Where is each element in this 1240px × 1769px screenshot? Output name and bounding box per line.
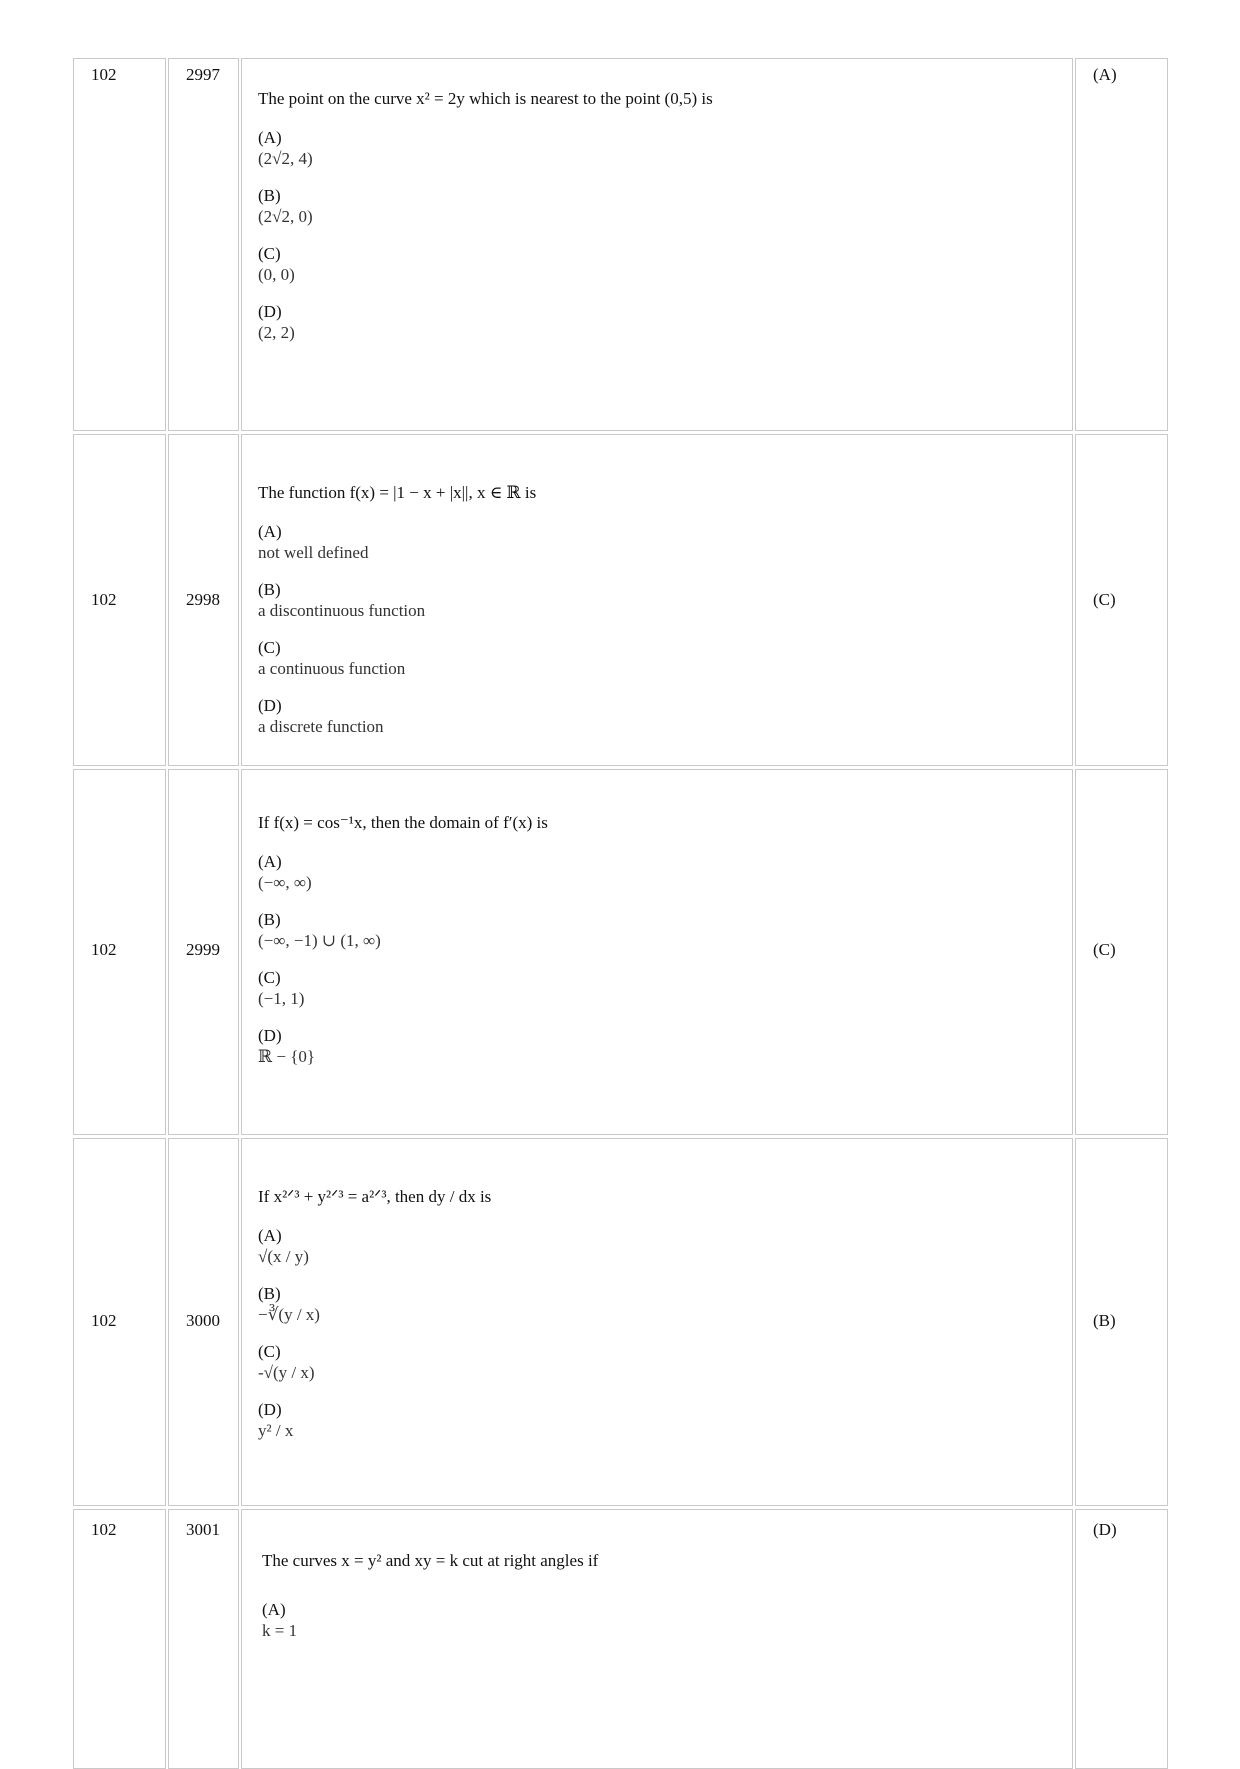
question-stem: If x²ᐟ³ + y²ᐟ³ = a²ᐟ³, then dy / dx is <box>258 1187 492 1206</box>
row-1-qid: 2997 <box>186 65 220 84</box>
row-2-question <box>258 482 536 754</box>
option-text: a discontinuous function <box>258 601 426 620</box>
option-label: (C) <box>258 968 281 987</box>
row-4-answer: (B) <box>1093 1311 1116 1330</box>
option-label: (D) <box>258 1400 282 1419</box>
option-text: y² / x <box>258 1421 294 1440</box>
option-text: −∛(y / x) <box>258 1305 320 1324</box>
option-text: not well defined <box>258 543 369 562</box>
row-4-qid: 3000 <box>186 1311 220 1330</box>
row-1-subject-cell <box>73 58 166 431</box>
option-label: (A) <box>258 852 282 871</box>
row-2-subject-cell <box>73 434 166 766</box>
row-5-qid: 3001 <box>186 1520 220 1539</box>
option-text: (−1, 1) <box>258 989 305 1008</box>
option-label: (B) <box>258 580 281 599</box>
row-1-answer-cell <box>1075 58 1168 431</box>
row-3-qid: 2999 <box>186 940 220 959</box>
question-stem: The point on the curve x² = 2y which is nearest to the point (0,5) is <box>258 89 713 108</box>
row-5-answer: (D) <box>1093 1520 1117 1539</box>
row-4-question <box>258 1186 491 1458</box>
option-text: a continuous function <box>258 659 406 678</box>
option-text: √(x / y) <box>258 1247 309 1266</box>
row-3-answer: (C) <box>1093 940 1116 959</box>
row-2-qid: 2998 <box>186 590 220 609</box>
row-2-answer: (C) <box>1093 590 1116 609</box>
row-4-subject: 102 <box>91 1311 117 1330</box>
question-stem: If f(x) = cos⁻¹x, then the domain of f′(x) is <box>258 813 548 832</box>
option-label: (C) <box>258 244 281 263</box>
row-1-question <box>258 88 713 360</box>
option-label: (D) <box>258 1026 282 1045</box>
row-3-answer-cell <box>1075 769 1168 1135</box>
option-label: (A) <box>258 128 282 147</box>
option-text: -√(y / x) <box>258 1363 315 1382</box>
row-3-subject-cell <box>73 769 166 1135</box>
option-label: (C) <box>258 1342 281 1361</box>
option-label: (D) <box>258 696 282 715</box>
question-stem: The curves x = y² and xy = k cut at right angles if <box>262 1551 599 1570</box>
option-label: (A) <box>262 1600 286 1619</box>
row-3-question <box>258 812 548 1084</box>
row-1-subject: 102 <box>91 65 117 84</box>
option-text: (2, 2) <box>258 323 295 342</box>
option-label: (B) <box>258 186 281 205</box>
row-4-answer-cell <box>1075 1138 1168 1506</box>
option-text: (2√2, 4) <box>258 149 313 168</box>
row-5-subject: 102 <box>91 1520 117 1539</box>
option-text: (0, 0) <box>258 265 295 284</box>
option-label: (A) <box>258 522 282 541</box>
row-5-qid-cell <box>168 1509 239 1769</box>
row-1-qid-cell <box>168 58 239 431</box>
option-text: a discrete function <box>258 717 384 736</box>
row-2-answer-cell <box>1075 434 1168 766</box>
option-label: (C) <box>258 638 281 657</box>
row-5-subject-cell <box>73 1509 166 1769</box>
row-5-question <box>262 1550 598 1658</box>
row-1-answer: (A) <box>1093 65 1117 84</box>
option-label: (A) <box>258 1226 282 1245</box>
row-3-subject: 102 <box>91 940 117 959</box>
row-2-subject: 102 <box>91 590 117 609</box>
row-4-subject-cell <box>73 1138 166 1506</box>
option-text: k = 1 <box>262 1621 298 1640</box>
option-text: ℝ − {0} <box>258 1047 316 1066</box>
question-stem: The function f(x) = |1 − x + |x||, x ∈ ℝ is <box>258 483 537 502</box>
option-label: (B) <box>258 910 281 929</box>
option-text: (−∞, ∞) <box>258 873 312 892</box>
row-5-answer-cell <box>1075 1509 1168 1769</box>
option-text: (−∞, −1) ∪ (1, ∞) <box>258 931 381 950</box>
option-label: (D) <box>258 302 282 321</box>
option-text: (2√2, 0) <box>258 207 313 226</box>
option-label: (B) <box>258 1284 281 1303</box>
